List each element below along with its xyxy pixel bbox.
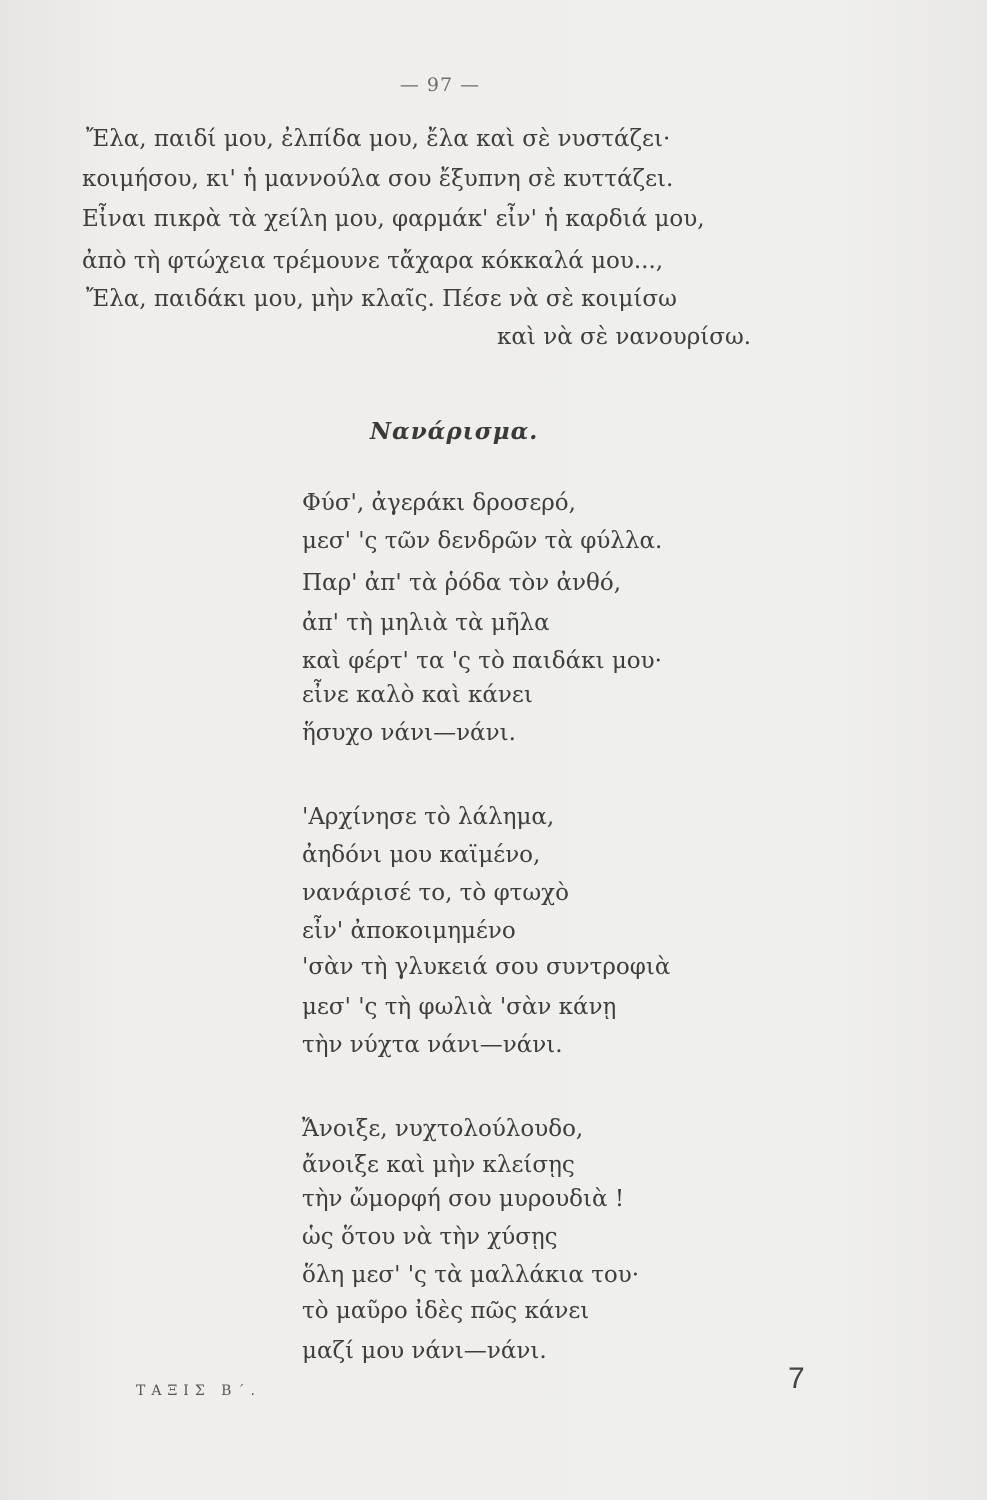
poem-line: Ἔλα, παιδάκι μου, μὴν κλαῖς. Πέσε νὰ σὲ κοιμίσω [86,286,677,312]
sheet-number: 7 [788,1362,805,1395]
poem-line: ἀηδόνι μου καϊμένο, [302,842,541,868]
poem-line: Εἶναι πικρὰ τὰ χείλη μου, φαρμάκ' εἶν' ἡ καρδιά μου, [82,206,705,232]
poem-line: Παρ' ἀπ' τὰ ῥόδα τὸν ἀνθό, [302,570,622,596]
poem-line: εἶνε καλὸ καὶ κάνει [302,682,533,708]
poem-line: ὅλη μεσ' 'ς τὰ μαλλάκια του· [302,1262,640,1288]
poem-line: ἄνοιξε καὶ μὴν κλείσῃς [302,1152,575,1178]
poem-line: 'σὰν τὴ γλυκειά σου συντροφιὰ [302,954,671,980]
poem-line: καὶ φέρτ' τα 'ς τὸ παιδάκι μου· [302,648,662,674]
poem-line: τὴν νύχτα νάνι—νάνι. [302,1032,563,1058]
poem-line: τὸ μαῦρο ἰδὲς πῶς κάνει [302,1298,590,1324]
poem-line: Φύσ', ἀγεράκι δροσερό, [302,490,576,516]
poem-line: μεσ' 'ς τὴ φωλιὰ 'σὰν κάνῃ [302,994,617,1020]
page-number: — 97 — [399,74,481,96]
poem-line: κοιμήσου, κι' ἡ μαννούλα σου ἔξυπνη σὲ κυττάζει. [82,166,674,192]
poem-line: καὶ νὰ σὲ νανουρίσω. [497,324,752,350]
poem-line: Ἔλα, παιδί μου, ἐλπίδα μου, ἔλα καὶ σὲ νυστάζει· [86,126,671,152]
poem-line: μαζί μου νάνι—νάνι. [302,1338,547,1364]
poem-line: ἀπ' τὴ μηλιὰ τὰ μῆλα [302,610,550,636]
sheet-signature: ΤΑΞΙΣ Β΄. [136,1383,261,1399]
poem-line: μεσ' 'ς τῶν δενδρῶν τὰ φύλλα. [302,528,663,554]
poem-line: 'Αρχίνησε τὸ λάλημα, [302,804,555,830]
poem-line: Ἄνοιξε, νυχτολούλουδο, [302,1116,584,1142]
poem-line: τὴν ὤμορφή σου μυρουδιὰ ! [302,1186,625,1212]
poem-title: Νανάρισμα. [370,418,539,445]
poem-line: ἀπὸ τὴ φτώχεια τρέμουνε τἄχαρα κόκκαλά μου..., [82,248,664,274]
poem-line: ὡς ὅτου νὰ τὴν χύσῃς [302,1224,558,1250]
poem-line: ἥσυχο νάνι—νάνι. [302,720,516,746]
poem-line: νανάρισέ το, τὸ φτωχὸ [302,880,569,906]
poem-line: εἶν' ἀποκοιμημένο [302,918,516,944]
